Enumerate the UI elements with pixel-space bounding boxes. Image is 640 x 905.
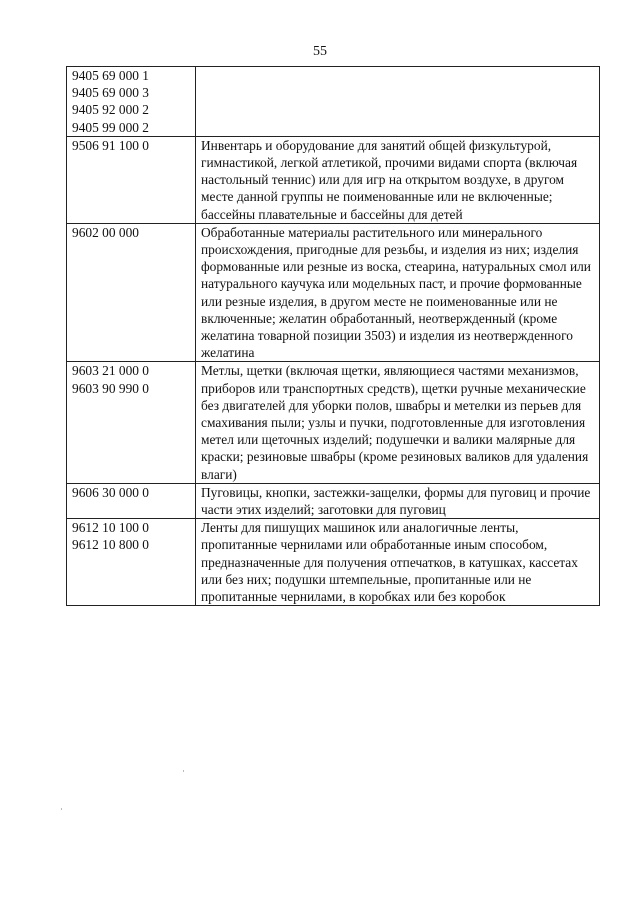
code-cell (67, 519, 196, 606)
goods-description: Пуговицы, кнопки, застежки-защелки, формы для пуговиц и прочие части этих изделий; заготовки для пуговиц (201, 484, 591, 518)
code-cell (67, 223, 196, 362)
hs-code: 9405 69 000 3 (72, 85, 149, 101)
customs-codes-table (66, 66, 600, 606)
hs-code: 9506 91 100 0 (72, 137, 149, 153)
table-row (67, 483, 600, 518)
hs-code: 9612 10 800 0 (72, 537, 149, 553)
hs-code: 9405 69 000 1 (72, 68, 149, 83)
description-cell (196, 483, 600, 518)
page-number: 55 (313, 44, 327, 59)
hs-code: 9603 90 990 0 (72, 380, 149, 396)
description-cell (196, 67, 600, 137)
hs-code: 9405 99 000 2 (72, 119, 149, 135)
table-row (67, 223, 600, 362)
scan-artifact (61, 808, 62, 810)
description-cell (196, 136, 600, 223)
hs-code: 9603 21 000 0 (72, 363, 149, 379)
code-cell (67, 136, 196, 223)
goods-description: Обработанные материалы растительного или минерального происхождения, пригодные для резьбы, и изделия из них; изделия формованные или резные из воска, стеарина, натуральных смол или натурального каучука или модельных паст, и прочие формованные или резные изделия, в другом месте не поименованные или не включенные; желатин обработанный, неотвержденный (кроме желатина товарной позиции 3503) и изделия из неотвержденного желатина (201, 224, 591, 361)
hs-code: 9405 92 000 2 (72, 102, 149, 118)
code-cell (67, 483, 196, 518)
description-cell (196, 362, 600, 483)
hs-code: 9612 10 100 0 (72, 520, 149, 536)
code-cell (67, 362, 196, 483)
table-row (67, 519, 600, 606)
table-row (67, 67, 600, 137)
description-cell (196, 519, 600, 606)
hs-code: 9602 00 000 (72, 224, 139, 240)
goods-description: Ленты для пишущих машинок или аналогичные ленты, пропитанные чернилами или обработанные иным способом, предназначенные для получения отпечатков, в катушках, кассетах или без них; подушки штемпельные, пропитанные или не пропитанные чернилами, в коробках или без коробок (201, 520, 578, 605)
goods-description: Инвентарь и оборудование для занятий общей физкультурой, гимнастикой, легкой атлетикой, прочими видами спорта (включая настольный теннис) или для игр на открытом воздухе, в другом месте данной группы не поименованные или не включенные; бассейны плавательные и бассейны для детей (201, 137, 578, 222)
table-row (67, 136, 600, 223)
goods-description: Метлы, щетки (включая щетки, являющиеся частями механизмов, приборов или транспортных средств), щетки ручные механические без двигателей для уборки полов, швабры и метелки из перьев для смахивания пыли; узлы и пучки, подготовленные для изготовления метел или щеточных изделий; подушечки и валики малярные для краски; резиновые швабры (кроме резиновых валиков для удаления влаги) (201, 363, 589, 482)
scan-artifact (183, 770, 184, 772)
code-cell (67, 67, 196, 137)
table-row (67, 362, 600, 483)
hs-code: 9606 30 000 0 (72, 484, 149, 500)
description-cell (196, 223, 600, 362)
